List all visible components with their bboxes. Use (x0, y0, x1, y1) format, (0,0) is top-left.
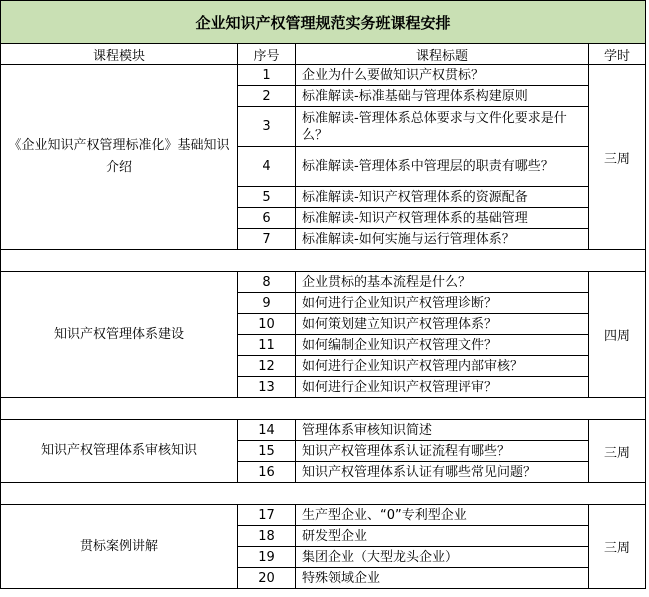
hours-cell: 三周 (589, 420, 646, 483)
row-title: 标准解读-标准基础与管理体系构建原则 (296, 86, 589, 107)
module-cell: 知识产权管理体系建设 (1, 272, 238, 398)
row-title: 知识产权管理体系认证有哪些常见问题？ (296, 462, 589, 483)
row-title: 如何编制企业知识产权管理文件？ (296, 335, 589, 356)
hours-cell: 四周 (589, 272, 646, 398)
row-number: 4 (238, 147, 296, 187)
row-number: 13 (238, 377, 296, 398)
row-title: 标准解读-知识产权管理体系的基础管理 (296, 208, 589, 229)
row-number: 14 (238, 420, 296, 441)
row-title: 特殊领域企业 (296, 568, 589, 589)
row-title: 标准解读-如何实施与运行管理体系？ (296, 229, 589, 250)
row-title: 如何策划建立知识产权管理体系？ (296, 314, 589, 335)
hours-cell: 三周 (589, 505, 646, 589)
row-number: 20 (238, 568, 296, 589)
row-number: 8 (238, 272, 296, 293)
module-cell: 贯标案例讲解 (1, 505, 238, 589)
header-title: 课程标题 (296, 44, 589, 65)
row-title: 如何进行企业知识产权管理诊断？ (296, 293, 589, 314)
row-number: 18 (238, 526, 296, 547)
row-number: 12 (238, 356, 296, 377)
row-number: 19 (238, 547, 296, 568)
row-title: 标准解读-管理体系中管理层的职责有哪些？ (296, 147, 589, 187)
hours-cell: 三周 (589, 65, 646, 250)
spacer-row (1, 398, 646, 420)
row-number: 1 (238, 65, 296, 86)
row-title: 如何进行企业知识产权管理内部审核？ (296, 356, 589, 377)
row-number: 3 (238, 107, 296, 147)
row-number: 9 (238, 293, 296, 314)
row-title: 研发型企业 (296, 526, 589, 547)
row-title: 生产型企业、“0”专利型企业 (296, 505, 589, 526)
row-title: 知识产权管理体系认证流程有哪些？ (296, 441, 589, 462)
module-cell: 《企业知识产权管理标准化》基础知识介绍 (1, 65, 238, 250)
header-hours: 学时 (589, 44, 646, 65)
table-title: 企业知识产权管理规范实务班课程安排 (1, 1, 646, 44)
row-number: 7 (238, 229, 296, 250)
row-title: 管理体系审核知识简述 (296, 420, 589, 441)
row-number: 10 (238, 314, 296, 335)
row-number: 15 (238, 441, 296, 462)
header-module: 课程模块 (1, 44, 238, 65)
row-title: 集团企业（大型龙头企业） (296, 547, 589, 568)
row-title: 企业贯标的基本流程是什么？ (296, 272, 589, 293)
row-title: 企业为什么要做知识产权贯标？ (296, 65, 589, 86)
row-number: 16 (238, 462, 296, 483)
row-number: 11 (238, 335, 296, 356)
spacer-row (1, 483, 646, 505)
row-title: 如何进行企业知识产权管理评审？ (296, 377, 589, 398)
row-title: 标准解读-管理体系总体要求与文件化要求是什么？ (296, 107, 589, 147)
row-number: 6 (238, 208, 296, 229)
row-number: 2 (238, 86, 296, 107)
row-number: 5 (238, 187, 296, 208)
module-cell: 知识产权管理体系审核知识 (1, 420, 238, 483)
row-number: 17 (238, 505, 296, 526)
spacer-row (1, 250, 646, 272)
header-number: 序号 (238, 44, 296, 65)
row-title: 标准解读-知识产权管理体系的资源配备 (296, 187, 589, 208)
